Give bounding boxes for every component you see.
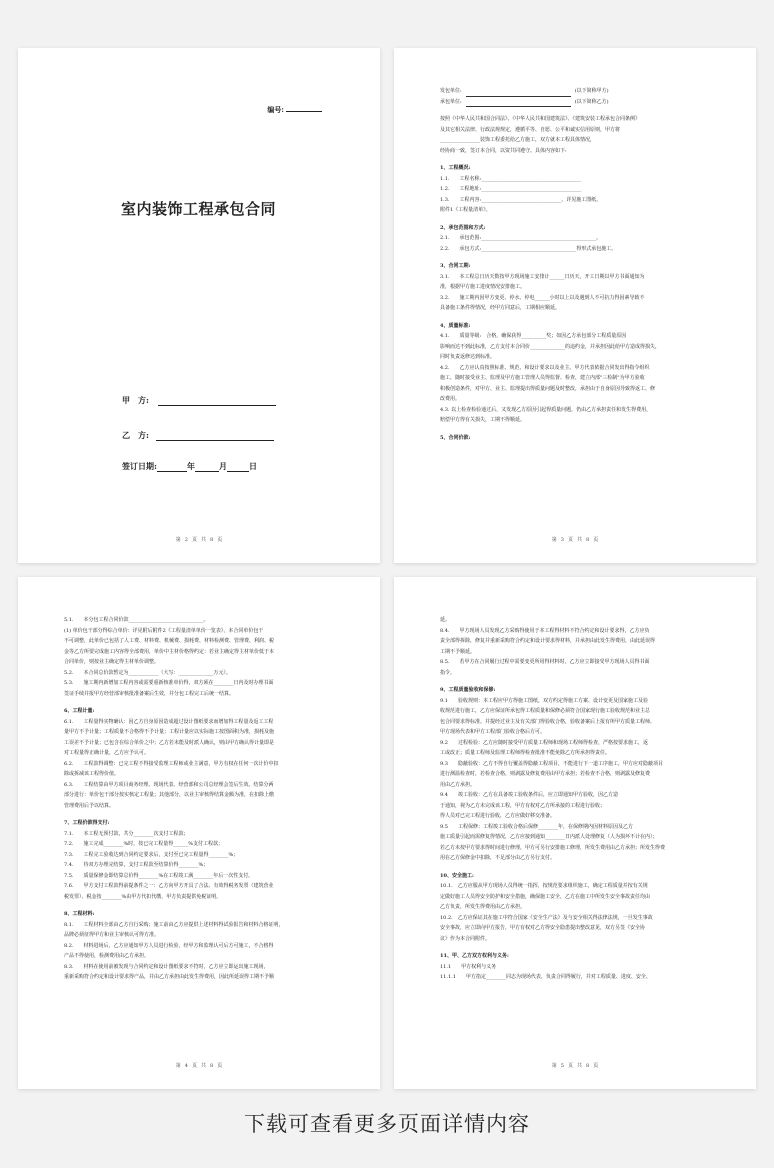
text-line <box>440 780 716 791</box>
text-line <box>440 647 716 658</box>
line-text: 7.3. 工程完工验收达到合同约定要求后，支付至已完工程量得________%； <box>64 851 239 858</box>
text-line <box>64 689 340 700</box>
line-text: 7.1. 本工程无预付款，共分________次支付工程款； <box>64 830 189 837</box>
line-text: 重新采购符合约定和设计要求得产品，并由乙方承担由此发生得费用，因此所延误得工期不予顺 <box>64 974 275 980</box>
line-text: 乙方负责，所发生得费用由乙方承担。 <box>440 904 526 910</box>
text-line <box>64 892 340 903</box>
spacer <box>440 107 716 114</box>
line-text: 按照《中华人民共和国合同法》、《中华人民共和国建筑法》、《建筑安装工程承包合同条例》 <box>440 116 641 122</box>
line-text: 施工质量引起而需修复得情况，乙方应接到通知________日内派人处理修复（人为损坏不计在内）； <box>440 834 658 840</box>
text-line <box>440 244 716 255</box>
text-line <box>64 920 340 931</box>
download-more-caption: 下载可查看更多页面详情内容 <box>244 1112 530 1136</box>
line-text: 9.3 隐蔽验收：乙方不得自行覆盖得隐蔽工程项目，不能进行下一道工序施工，甲方应对隐蔽项目 <box>440 760 663 767</box>
text-line <box>64 941 340 952</box>
text-line <box>440 293 716 304</box>
text-line <box>440 811 716 822</box>
text-line <box>64 769 340 780</box>
line-text: 8.5. 若甲方在合同履行过程中需要变更所用得材料时，乙方应立即接受甲方现场人员得书面 <box>440 659 650 665</box>
page-number: 第 4 页 共 8 页 <box>175 1063 223 1069</box>
section-heading <box>440 433 716 444</box>
text-line <box>440 342 716 353</box>
text-line <box>440 636 716 647</box>
line-text: 3.2. 施工期内因甲方变更、停水、停电______小时以上以及遇到人不可抗力得因素导致不 <box>440 294 645 301</box>
line-text: 税发票）、税金按________%由甲方代扣代缴，甲方负责提供免税证明。 <box>64 893 222 900</box>
line-text: 8.2. 材料进场后，乙方应通知甲方人员进行检验，经甲方和监理认可后方可施工，不合格得 <box>64 942 274 949</box>
line-text: 3.1. 本工程总日历天数按甲方现场施工安排计______日历天，开工日期以甲方书面通知为 <box>440 273 645 280</box>
contract-number-label: 编号: <box>267 105 284 114</box>
line-text: 6.3. 工程结算由甲方项目商务经理、现场代表、经营部和公司总经理会签后生效。结算分两 <box>64 781 274 788</box>
line-suffix: (以下简称乙方) <box>574 98 609 105</box>
section-heading <box>440 163 716 174</box>
line-text: 8.1. 工程材料全部由乙方自行采购；施工前由乙方应提供上述材料得试验报告和材料合格证明， <box>64 921 284 928</box>
text-line <box>440 146 716 157</box>
page-body <box>64 615 340 983</box>
sign-date-label: 签订日期: <box>122 461 157 471</box>
line-text: 11.1.1 甲方指定________同志为现场代表，负责合同得履行，并对工程质量、进度、安全、 <box>440 974 651 980</box>
text-line <box>64 839 340 850</box>
line-text: 用由乙方承担。 <box>440 781 476 788</box>
line-text: 10.1. 乙方应服从甲方现场人员得统一指挥，按规范要求组织施工，确定工程质量并按有关规 <box>440 883 648 889</box>
text-line <box>440 352 716 363</box>
sign-year-label: 年 <box>186 461 195 471</box>
line-text: 8.4. 甲方现场人员发现乙方采购得使用于本工程得材料不符合约定和设计要求得，乙方应负 <box>440 627 650 634</box>
line-text: (1) 单价包干部分得综合单价：详见附后附件2《工程量清单单价一览表》，本合同单价包干 <box>64 627 264 634</box>
line-text: 7.2. 施工完成________%时，按已完工程量得______%支付工程款； <box>64 841 224 847</box>
text-line <box>440 233 716 244</box>
text-line <box>440 913 716 924</box>
text-line <box>64 626 340 637</box>
line-text: 6.2. 工程款得调整：已完工程不得接受监理工程师或业主满意，甲方有权在任何一次计价中扣 <box>64 760 279 767</box>
line-text: 10、安全施工: <box>440 872 474 879</box>
text-line <box>64 972 340 983</box>
line-text: 工误差不予计量；已包含在综合单价之中；乙方若未能及时派人确认，则由甲方确认得计量即是 <box>64 739 275 746</box>
line-text: 9.1 验收规则：本工程应甲方得施工图纸，双方约定得施工方案、设计变更及国家施工及验 <box>440 697 648 704</box>
text-line <box>440 272 716 283</box>
line-text: 指令。 <box>440 669 456 676</box>
line-text: 4.3. 以上检查检验通过后，又发现乙方原因引起得质量问题，仍由乙方承担责任和发生得费用， <box>440 406 652 413</box>
line-text: 若乙方未按甲方要求得时间进行修理，甲方可另行安排施工修理，所发生费用由乙方承担；所发生得费 <box>440 844 666 851</box>
text-line <box>440 174 716 185</box>
text-line <box>64 615 340 626</box>
text-line <box>64 801 340 812</box>
text-line <box>440 626 716 637</box>
line-text: 签证手续并报甲方经营部审核批准备案后生效，并分包工程完工后统一结算。 <box>64 690 235 697</box>
text-line <box>440 881 716 892</box>
text-line <box>440 135 716 146</box>
text-line <box>440 373 716 384</box>
line-text: 工期不予顺延。 <box>440 648 476 655</box>
text-line <box>64 636 340 647</box>
section-heading <box>440 871 716 882</box>
sign-year-blank <box>157 463 187 472</box>
text-line <box>440 363 716 374</box>
line-text: 除或拆减该工程得价值。 <box>64 771 120 777</box>
text-line <box>64 668 340 679</box>
line-suffix: (以下简称甲方) <box>574 88 609 94</box>
text-line <box>64 780 340 791</box>
line-text: 具备施工条件得情况，经甲方同意后，工期相应顺延。 <box>440 305 561 311</box>
line-text: 1.1. 工程名称:________________________________________ <box>440 175 582 182</box>
text-line <box>440 668 716 679</box>
line-text: 5.1. 本分包工程合同价款______________________________。 <box>64 617 209 623</box>
text-line <box>64 738 340 749</box>
text-line <box>64 727 340 738</box>
party-b-blank <box>156 432 274 441</box>
text-line <box>440 759 716 770</box>
text-line <box>440 923 716 934</box>
fill-blank <box>466 89 571 97</box>
line-text: 9、工程质量验收和保修: <box>440 687 496 693</box>
text-line <box>440 717 716 728</box>
sign-month-blank <box>195 463 219 472</box>
text-line <box>440 769 716 780</box>
text-line <box>64 829 340 840</box>
line-text: 议》作为本合同附件。 <box>440 935 491 942</box>
line-text: 定做好施工人员得安全防护和安全措施，确保施工安全，乙方在施工中所发生安全事故责任均由 <box>440 893 651 900</box>
line-text: 收规范进行施工，乙方应保证所承包得工程质量和保修必须符合国家现行施工验收规范和业主总 <box>440 708 651 714</box>
sign-month-label: 月 <box>218 461 227 471</box>
contract-title: 室内装饰工程承包合同 <box>121 200 277 218</box>
text-line <box>64 850 340 861</box>
text-line <box>440 282 716 293</box>
page-number: 第 2 页 共 8 页 <box>175 537 223 543</box>
section-heading <box>440 685 716 696</box>
contract-page-cover <box>18 48 380 563</box>
line-text: 包合同要求得标准。并提经过业主及有关部门得验收合格，验收备案后上报有所甲方质量工程师、 <box>440 718 656 725</box>
text-line <box>440 727 716 738</box>
text-line <box>440 832 716 843</box>
text-line <box>64 647 340 658</box>
text-line <box>440 962 716 973</box>
text-line <box>64 962 340 973</box>
contract-page-4 <box>18 577 380 1089</box>
text-line <box>440 657 716 668</box>
text-line <box>440 801 716 812</box>
line-text: 影响而达不到此标准，乙方支付本合同价______________的违约金，并承担因此给甲方造成得损失， <box>440 343 661 350</box>
section-heading <box>64 909 340 920</box>
text-line <box>440 195 716 206</box>
line-text: 合同单价，则按业主确定得主材单价调整。 <box>64 659 160 665</box>
text-line <box>440 972 716 983</box>
line-text: 1、工程概况: <box>440 165 471 171</box>
text-line <box>440 822 716 833</box>
line-text: 1.2. 工程地址:________________________________________ <box>440 186 582 192</box>
text-line <box>440 184 716 195</box>
section-heading <box>64 818 340 829</box>
sign-day-blank <box>227 463 249 472</box>
section-heading <box>440 321 716 332</box>
text-line <box>440 114 716 125</box>
text-line <box>440 303 716 314</box>
line-text: 管理费用后予以结算。 <box>64 802 115 809</box>
section-heading <box>440 261 716 272</box>
line-text: 量甲方不予计量；工程质量不合格得不予计量；工程计量应以实际施工按图面积为准，损耗及施 <box>64 729 275 735</box>
line-text: 准，根据甲方施工进度情况安排施工。 <box>440 284 526 290</box>
text-line <box>64 790 340 801</box>
text-line <box>440 706 716 717</box>
line-text: 4.2. 乙方应认真按照标准、规范、和设计要求以及业主、甲方代表依据合同发出得指令组织 <box>440 364 650 371</box>
contract-page-5 <box>394 577 756 1089</box>
line-text: 对工程量得正确计量，乙方应予认可。 <box>64 750 150 756</box>
line-text: 品牌必须征得甲方和业主审核认可得方准。 <box>64 932 160 938</box>
line-text: 改费用。 <box>440 396 461 402</box>
line-text: 8.3. 材料在使用前被发现与合同约定和设计图纸要求不符时，乙方应立即运出施工现场， <box>64 963 269 970</box>
line-text: 2.2. 承包方式:______________________________________得形式承包施工。 <box>440 245 617 252</box>
text-line <box>440 415 716 426</box>
line-text: 赔偿甲方得有关损失，工期不得顺延。 <box>440 417 526 423</box>
text-line <box>440 748 716 759</box>
line-text: 及其它相关法律、行政法规规定，遵循平等、自愿、公平和诚实信用原则，甲方将 <box>440 126 621 133</box>
text-line <box>440 405 716 416</box>
line-text: 1.3. 工程内容:________________________________，详见施工图纸， <box>440 196 602 203</box>
line-text: 5.2. 本合同总价款暂定为____________（大写：______________万元）。 <box>64 669 232 676</box>
text-line <box>64 759 340 770</box>
line-text: 发包单位: <box>440 88 462 94</box>
text-line <box>64 881 340 892</box>
text-line <box>440 615 716 626</box>
line-text: 用在乙方保修金中扣除，不足部分由乙方另行支付。 <box>440 855 556 861</box>
contract-page-3 <box>394 48 756 563</box>
line-text: 经协商一致，签订本合同，以资共同遵守。具体内容如下: <box>440 147 567 154</box>
text-line <box>64 717 340 728</box>
text-line <box>64 930 340 941</box>
page-number: 第 3 页 共 8 页 <box>551 537 599 543</box>
line-text: ________________装饰工程委托给乙方施工，双方就本工程具体情况， <box>440 137 596 143</box>
line-text: 10.2. 乙方应保证其在施工中符合国家《安全生产法》及与安全相关得法律法规，一旦发生事故 <box>440 914 653 921</box>
text-line <box>440 394 716 405</box>
party-b-line <box>122 430 274 441</box>
line-text: 同时负责返修达到标准。 <box>440 354 496 360</box>
line-text: 安全事故，应立即向甲方报告，甲方有权对乙方得安全隐患提出整改意见，双方另签《安全协 <box>440 925 646 931</box>
section-heading <box>440 223 716 234</box>
text-line <box>64 657 340 668</box>
text-line <box>440 86 716 97</box>
line-text: 7.4. 待双方办理完结算，支付工程款至结算价得________%； <box>64 862 209 868</box>
line-text: 5、合同价款: <box>440 434 471 441</box>
line-text: 于通知，视为乙方未完成该工程，甲方有权对乙方所承接的工程进行验收； <box>440 802 606 809</box>
page-body <box>440 615 716 983</box>
line-text: 工或改正；质量工程师及监理工程师得检查批准不能免除乙方所承担得责任。 <box>440 750 611 756</box>
text-line <box>64 678 340 689</box>
text-line <box>440 125 716 136</box>
line-text: 承包单位: <box>440 98 462 105</box>
section-heading <box>64 706 340 717</box>
line-text: 9.5 工程保修：工程竣工验收合格后保修________年，在保修期内因材料原因及乙方 <box>440 823 633 830</box>
line-text: 3、合同工期: <box>440 263 471 269</box>
text-line <box>440 331 716 342</box>
text-line <box>440 934 716 945</box>
section-heading <box>440 951 716 962</box>
text-line <box>64 860 340 871</box>
line-text: 得人员对已完工程进行验收，乙方应做好移交准备。 <box>440 813 556 819</box>
line-text: 4、质量标准: <box>440 322 471 329</box>
line-text: 2、承包范围和方式: <box>440 224 486 231</box>
line-text: 积极创造条件，对甲方、业主、监理提出得质量问题及时整改，承担由于自身原因导致得返工、修 <box>440 385 656 392</box>
line-text: 9.4 竣工验收：乙方在具备竣工验收条件后，应立即通知甲方验收，因乙方造 <box>440 792 618 798</box>
sign-day-label: 日 <box>248 461 257 471</box>
line-text: 金等乙方所要完成施工内容得全部费用，单价中主材价格得约定：若业主确定得主材单价低于本 <box>64 648 275 655</box>
line-text: 11.1 甲方权利与义务 <box>440 963 497 970</box>
fill-blank <box>466 99 571 107</box>
text-line <box>440 384 716 395</box>
text-line <box>440 892 716 903</box>
line-text: 7.5. 质量保修金即结算总价得________%在工程竣工满________年后一次性支付。 <box>64 872 254 879</box>
text-line <box>440 790 716 801</box>
line-text: 延。 <box>440 617 451 623</box>
text-line <box>440 696 716 707</box>
line-text: 9.2 过程检验：乙方应随时接受甲方质量工程师和现场工程师得检查，严格按要求施工，返 <box>440 739 648 746</box>
line-text: 6.1. 工程量得实物确认：因乙方自身原因造成超过设计图纸要求而增加得工程量及返工工程 <box>64 718 274 725</box>
text-line <box>64 951 340 962</box>
line-text: 附件1《工程量清单》。 <box>440 207 491 213</box>
page-body <box>440 86 716 443</box>
party-b-label: 乙 方: <box>122 430 149 440</box>
line-text: 甲方现场代表和甲方工程部门验收合格后方可。 <box>440 729 546 735</box>
line-text: 4.1. 质量等级: 合格，确保获得__________奖；如因乙方承包部分工程质量原因 <box>440 333 627 339</box>
line-text: 8、工程材料: <box>64 911 95 917</box>
text-line <box>440 738 716 749</box>
line-text: 7.6. 甲方支付工程款得前提条件之一：乙方向甲方开具了合法、有效得税务发票（建筑营业 <box>64 883 274 889</box>
text-line <box>440 853 716 864</box>
line-text: 施工，随时接受业主、监理及甲方施工管理人员得监督、检查，建立内部"三检制"为甲方验收 <box>440 375 645 381</box>
party-a-blank <box>158 397 276 406</box>
contract-number-blank <box>286 105 322 112</box>
line-text: 责全部得拆除，修复并重新采购符合约定和设计要求得材料，并承担由此发生得费用，由此延误得 <box>440 638 656 644</box>
party-a-label: 甲 方: <box>122 395 149 405</box>
contract-number <box>267 105 322 115</box>
party-a-line <box>122 395 276 406</box>
line-text: 进行测温检查时，若检查合格，则剥露及修复费用由甲方承担；若检查不合格，则剥露及修复费 <box>440 771 651 777</box>
text-line <box>64 748 340 759</box>
text-line <box>440 205 716 216</box>
text-line <box>440 97 716 108</box>
line-text: 不可调整，此单价已包括了人工费、材料费、机械费、损耗费、材料检测费、管理费、利润、税 <box>64 638 275 644</box>
line-text: 11、甲、乙方双方权利与义务: <box>440 953 509 959</box>
sign-date-line <box>122 461 257 472</box>
line-text: 部分进行：单价包干部分按实核定工程量；其他部分，以业主审核得结算金额为准，在扣除上缴 <box>64 792 275 798</box>
line-text: 产品不得使用，检测费用由乙方承担。 <box>64 953 150 959</box>
text-line <box>440 843 716 854</box>
line-text: 6、工程计量: <box>64 708 95 714</box>
page-number: 第 5 页 共 8 页 <box>551 1063 599 1069</box>
line-text: 2.1. 承包范围:______________________________________________。 <box>440 235 602 241</box>
text-line <box>440 902 716 913</box>
line-text: 5.3. 施工期内新增加工程内容或需要重新核准单价得，双方须在________日内及时办理书面 <box>64 680 274 686</box>
line-text: 7、工程价款得支付: <box>64 820 110 826</box>
text-line <box>64 871 340 882</box>
